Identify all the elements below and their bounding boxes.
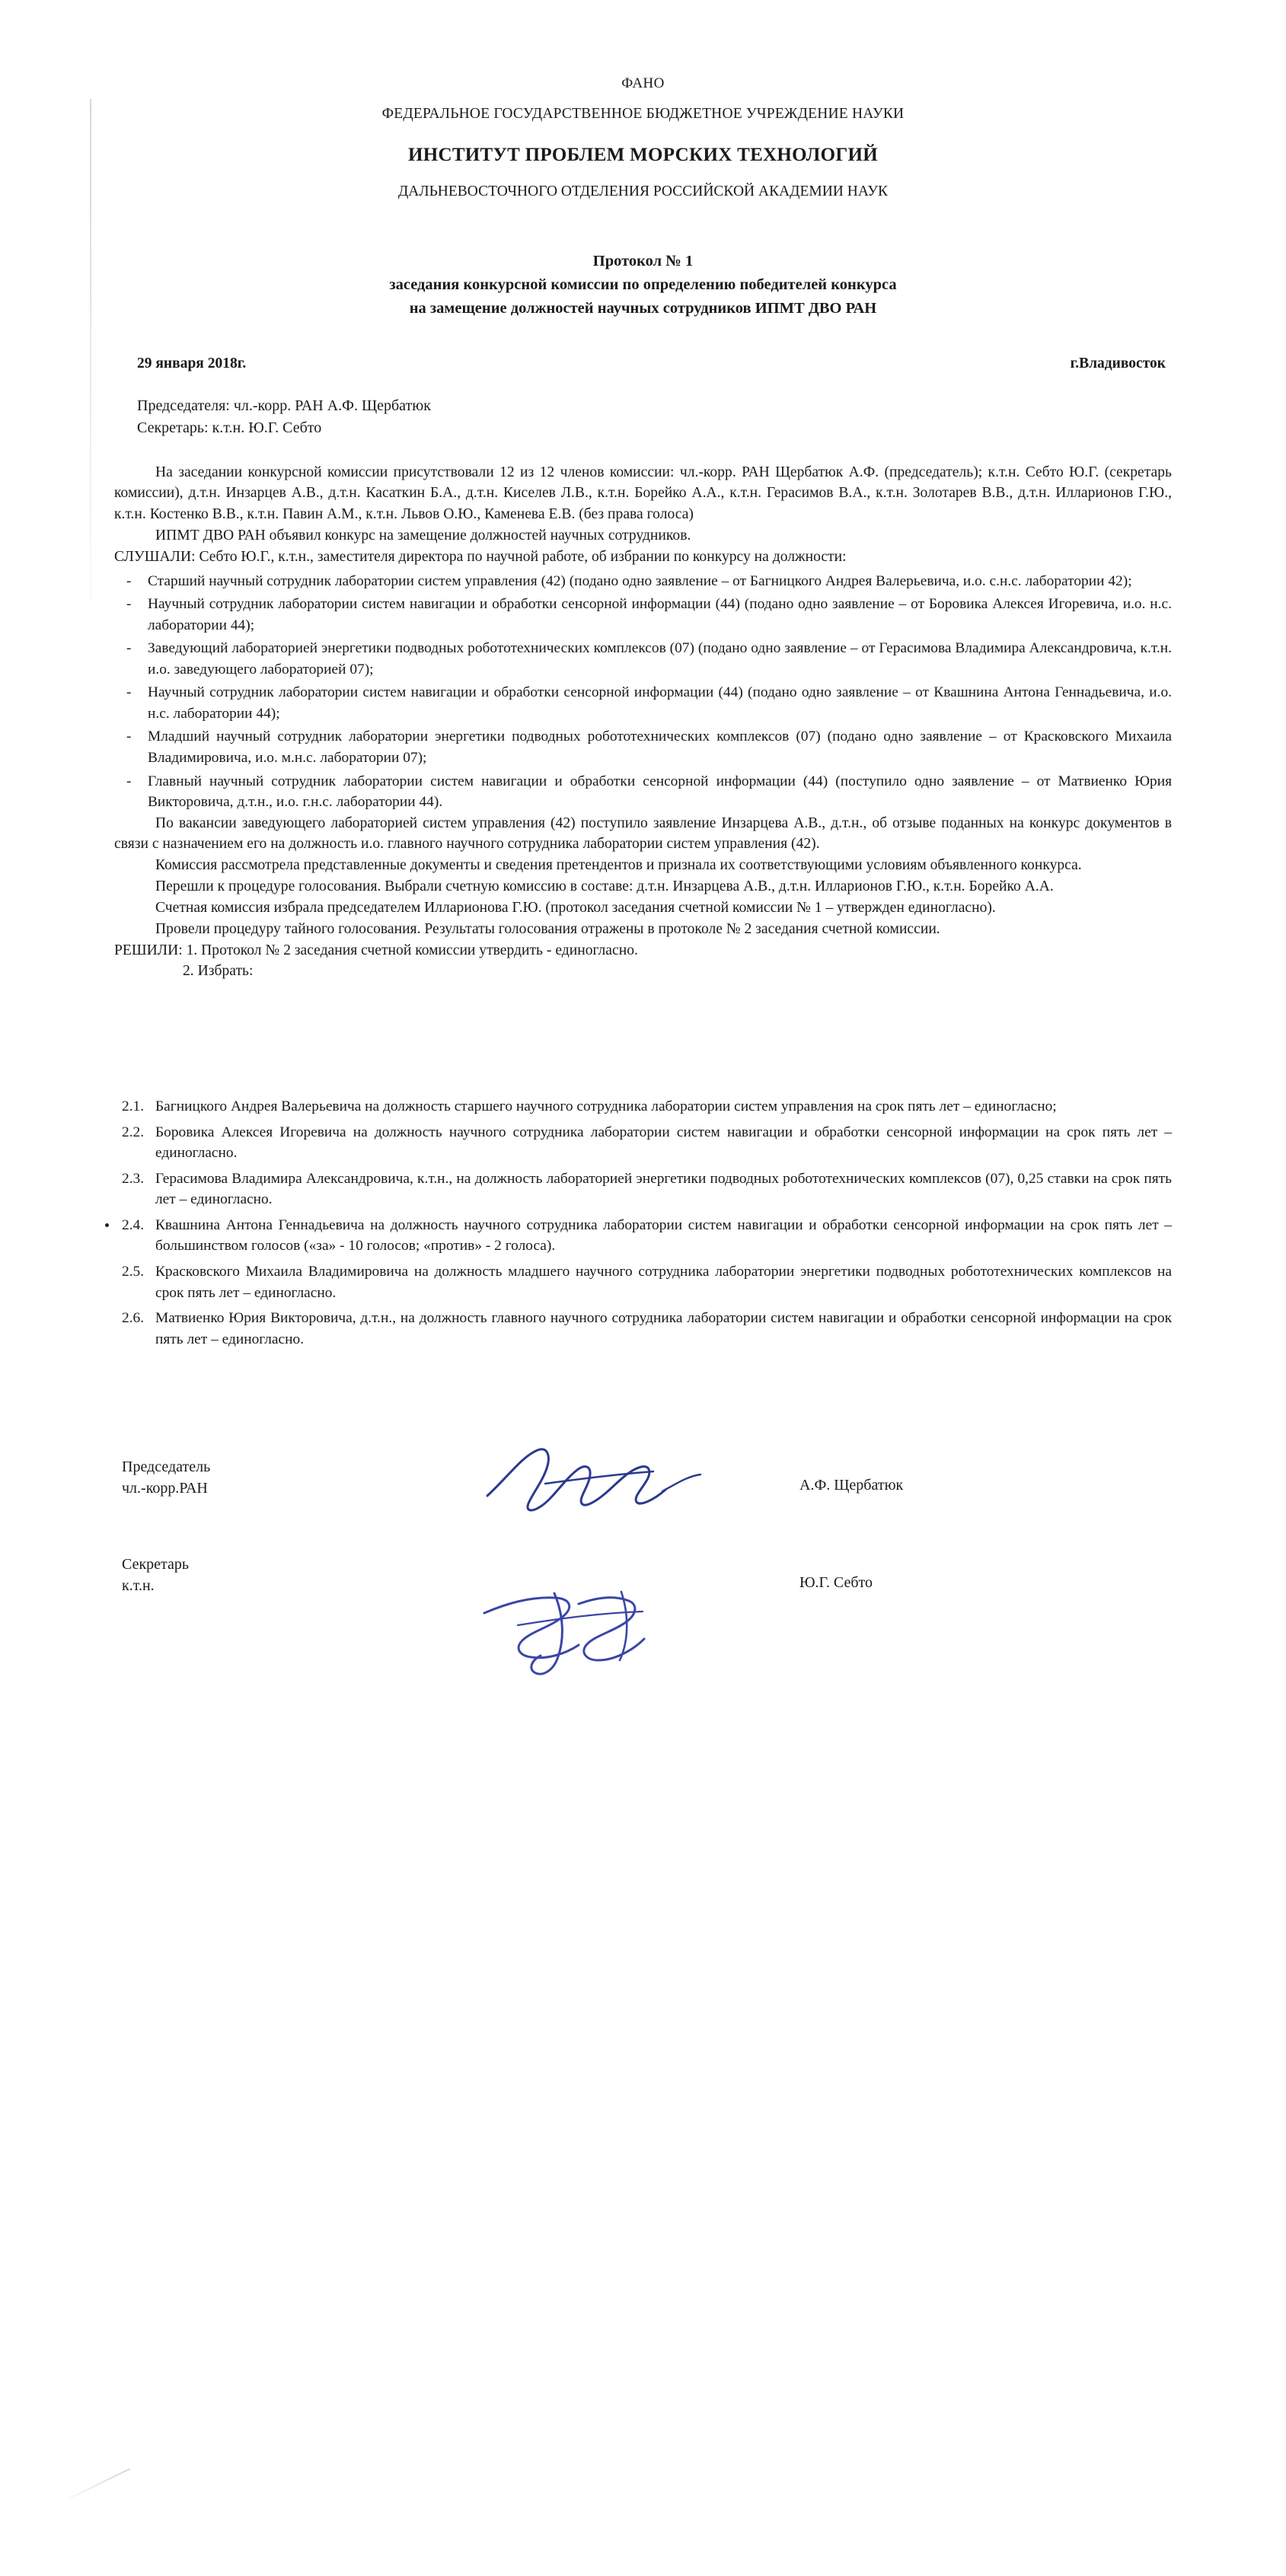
position-text: Заведующий лабораторией энергетики подводных робототехнических комплексов (07) (подано одно заявление – от Герасимова Владимира Александровича, к.т.н. и.о. заведующего лабораторией 07); — [148, 640, 1172, 677]
header-agency: ФАНО — [621, 75, 665, 91]
list-item — [114, 571, 1172, 592]
list-item — [114, 1261, 1172, 1303]
protocol-title — [114, 250, 1172, 320]
scan-artifact-left — [90, 99, 91, 601]
position-text: Научный сотрудник лаборатории систем навигации и обработки сенсорной информации (44) (подано одно заявление – от Боровика Алексея Игоревича, и.о. н.с. лаборатории 44); — [148, 596, 1172, 633]
decision-text: Матвиенко Юрия Викторовича, д.т.н., на должность главного научного сотрудника лаборатории систем навигации и обработки сенсорной информации на срок пять лет – единогласно. — [155, 1310, 1172, 1347]
dash-marker: - — [126, 572, 132, 589]
protocol-date: 29 января 2018г. — [137, 355, 247, 371]
listened-paragraph: СЛУШАЛИ: Себто Ю.Г., к.т.н., заместителя директора по научной работе, об избрании по конкурсу на должности: — [114, 548, 847, 565]
chairman-signature-icon — [472, 1436, 723, 1528]
position-text: Младший научный сотрудник лаборатории энергетики подводных робототехнических комплексов (07) (подано одно заявление – от Красковского Михаила Владимировича, и.о. м.н.с. лаборатории 07); — [148, 728, 1172, 767]
decision-number: 2.4. — [122, 1216, 145, 1233]
margin-dot-marker — [105, 1223, 109, 1227]
document-body — [114, 462, 1172, 983]
decision-number: 2.3. — [122, 1170, 145, 1187]
decision-text: Боровика Алексея Игоревича на должность научного сотрудника лаборатории систем навигации и обработки сенсорной информации на срок пять лет – единогласно. — [155, 1124, 1172, 1162]
decisions-list — [114, 1096, 1172, 1350]
decision-number: 2.1. — [122, 1098, 145, 1115]
secretary-signature-row — [114, 1554, 1172, 1596]
decision-text: Герасимова Владимира Александровича, к.т.н., на должность лабораторией энергетики подводных робототехнических комплексов (07), 0,25 ставки на срок пять лет – единогласно. — [155, 1170, 1172, 1208]
attendance-paragraph: На заседании конкурсной комиссии присутствовали 12 из 12 членов комиссии: чл.-корр. РАН Щербатюк А.Ф. (председатель); к.т.н. Себто Ю.Г. (секретарь комиссии), д.т.н. Инзарцев А.В., д.т.н. Касаткин Б.А., д.т.н. Киселев Л.В., к.т.н. Борейко А.А., к.т.н. Герасимов В.А., к.т.н. Золотарев В.В., д.т.н. Илларионов Г.Ю., к.т.н. Костенко В.В., к.т.н. Павин А.М., к.т.н. Львов О.Ю., Каменева Е.В. (без права голоса) — [114, 464, 1172, 523]
date-city-row — [114, 355, 1172, 372]
secret-vote-paragraph: Провели процедуру тайного голосования. Результаты голосования отражены в протоколе № 2 заседания счетной комиссии. — [155, 920, 940, 937]
secretary-name: Ю.Г. Себто — [799, 1574, 873, 1592]
decisions-section — [114, 1096, 1172, 1350]
list-item — [114, 1308, 1172, 1350]
position-text: Старший научный сотрудник лаборатории систем управления (42) (подано одно заявление – от Багницкого Андрея Валерьевича, и.о. с.н.с. лаборатории 42); — [148, 572, 1132, 589]
vacancy-note-paragraph: По вакансии заведующего лабораторией систем управления (42) поступило заявление Инзарцева А.В., д.т.н., об отзыве поданных на конкурс документов в связи с назначением его на должность и.о. главного научного сотрудника лаборатории систем управления (42). — [114, 815, 1172, 853]
list-item — [114, 1096, 1172, 1117]
protocol-subtitle-2: на замещение должностей научных сотрудников ИПМТ ДВО РАН — [409, 299, 877, 317]
list-item — [114, 1122, 1172, 1164]
dash-marker: - — [126, 728, 132, 745]
scan-artifact-bottom — [68, 2468, 130, 2499]
position-text: Научный сотрудник лаборатории систем навигации и обработки сенсорной информации (44) (подано одно заявление – от Квашнина Антона Геннадьевича, и.о. н.с. лаборатории 44); — [148, 684, 1172, 722]
chairman-line: Председателя: чл.-корр. РАН А.Ф. Щербатюк — [137, 397, 431, 414]
counting-chair-paragraph: Счетная комиссия избрала председателем Илларионова Г.Ю. (протокол заседания счетной комиссии № 1 – утвержден единогласно). — [155, 899, 996, 916]
header-branch: ДАЛЬНЕВОСТОЧНОГО ОТДЕЛЕНИЯ РОССИЙСКОЙ АКАДЕМИИ НАУК — [397, 183, 889, 200]
decision-text: Багницкого Андрея Валерьевича на должность старшего научного сотрудника лаборатории систем управления на срок пять лет – единогласно; — [155, 1098, 1057, 1115]
decision-text: Красковского Михаила Владимировича на должность младшего научного сотрудника лаборатории энергетики подводных робототехнических комплексов на срок пять лет – единогласно. — [155, 1263, 1172, 1301]
chairman-name: А.Ф. Щербатюк — [799, 1477, 904, 1494]
commission-review-paragraph: Комиссия рассмотрела представленные документы и сведения претендентов и признала их соответствующими условиям объявленного конкурса. — [155, 857, 1082, 874]
document-header — [114, 73, 1172, 202]
positions-list — [114, 571, 1172, 813]
chairman-role-line-1: Председатель — [122, 1459, 211, 1476]
elect-paragraph: 2. Избрать: — [183, 963, 254, 980]
presiding-persons — [114, 395, 1172, 439]
chairman-signature-row — [114, 1456, 1172, 1499]
voting-procedure-paragraph: Перешли к процедуре голосования. Выбрали счетную комиссию в составе: д.т.н. Инзарцева А.В., д.т.н. Илларионов Г.Ю., к.т.н. Борейко А.А. — [155, 878, 1054, 895]
decision-text: Квашнина Антона Геннадьевича на должность научного сотрудника лаборатории систем навигации и обработки сенсорной информации на срок пять лет – большинством голосов («за» - 10 голосов; «против» - 2 голоса). — [155, 1216, 1172, 1255]
chairman-role-line-2: чл.-корр.РАН — [122, 1480, 208, 1497]
dash-marker: - — [126, 596, 132, 613]
protocol-number: Протокол № 1 — [592, 253, 694, 270]
protocol-city: г.Владивосток — [1070, 355, 1166, 371]
signatures-section — [114, 1456, 1172, 1647]
secretary-role-line-2: к.т.н. — [122, 1577, 155, 1595]
header-institute-name: ИНСТИТУТ ПРОБЛЕМ МОРСКИХ ТЕХНОЛОГИЙ — [407, 144, 879, 165]
list-item — [114, 638, 1172, 680]
secretary-role-line-1: Секретарь — [122, 1556, 190, 1573]
decision-number: 2.6. — [122, 1310, 145, 1327]
secretary-role — [114, 1554, 373, 1596]
chairman-role — [114, 1456, 373, 1499]
secretary-line: Секретарь: к.т.н. Ю.Г. Себто — [137, 419, 322, 436]
list-item — [114, 726, 1172, 768]
position-text: Главный научный сотрудник лаборатории систем навигации и обработки сенсорной информации (44) (поступило одно заявление – от Матвиенко Юрия Викторовича, д.т.н., и.о. г.н.с. лаборатории 44). — [148, 773, 1172, 811]
header-institution-type: ФЕДЕРАЛЬНОЕ ГОСУДАРСТВЕННОЕ БЮДЖЕТНОЕ УЧРЕЖДЕНИЕ НАУКИ — [381, 105, 905, 122]
list-item — [114, 771, 1172, 813]
list-item — [114, 1168, 1172, 1210]
announcement-paragraph: ИПМТ ДВО РАН объявил конкурс на замещение должностей научных сотрудников. — [155, 528, 691, 544]
dash-marker: - — [126, 773, 132, 789]
decision-number: 2.5. — [122, 1263, 145, 1280]
dash-marker: - — [126, 640, 132, 657]
resolved-paragraph: РЕШИЛИ: 1. Протокол № 2 заседания счетной комиссии утвердить - единогласно. — [114, 942, 638, 958]
list-item — [114, 1215, 1172, 1257]
list-item — [114, 594, 1172, 636]
dash-marker: - — [126, 684, 132, 701]
decision-number: 2.2. — [122, 1124, 145, 1140]
protocol-subtitle-1: заседания конкурсной комиссии по определению победителей конкурса — [389, 276, 897, 294]
list-item — [114, 682, 1172, 724]
secretary-signature-icon — [472, 1581, 723, 1688]
